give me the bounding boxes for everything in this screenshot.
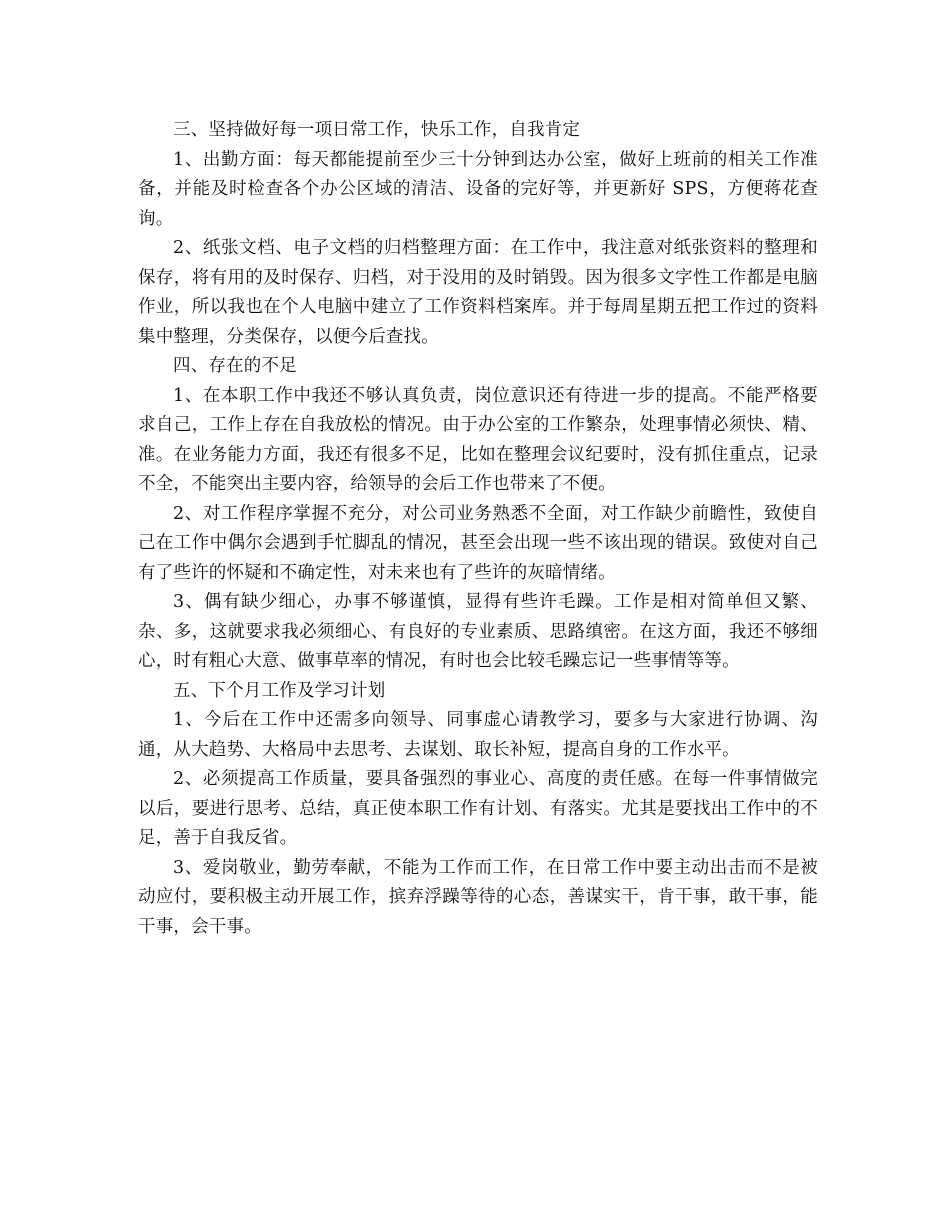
paragraph-plan-1: 1、今后在工作中还需多向领导、同事虚心请教学习，要多与大家进行协调、沟通，从大趋势、大格局中去思考、去谋划、取长补短，提高自身的工作水平。	[138, 710, 818, 760]
paragraph-plan-3: 3、爱岗敬业，勤劳奉献，不能为工作而工作，在日常工作中要主动出击而不是被动应付，要积极主动开展工作，摈弃浮躁等待的心态，善谋实干，肯干事，敢干事，能干事，会干事。	[138, 857, 818, 937]
document-body	[138, 116, 818, 942]
paragraph-shortcoming-3: 3、偶有缺少细心，办事不够谨慎，显得有些许毛躁。工作是相对简单但又繁、杂、多，这就要求我必须细心、有良好的专业素质、思路缜密。在这方面，我还不够细心，时有粗心大意、做事草率的情况，有时也会比较毛躁忘记一些事情等等。	[138, 592, 818, 671]
section-heading-4: 四、存在的不足	[173, 356, 297, 376]
paragraph-shortcoming-1: 1、在本职工作中我还不够认真负责，岗位意识还有待进一步的提高。不能严格要求自己，工作上存在自我放松的情况。由于办公室的工作繁杂，处理事情必须快、精、准。在业务能力方面，我还有很多不足，比如在整理会议纪要时，没有抓住重点，记录不全，不能突出主要内容，给领导的会后工作也带来了不便。	[138, 385, 818, 494]
section-heading-3: 三、坚持做好每一项日常工作，快乐工作，自我肯定	[173, 120, 581, 140]
paragraph-archiving: 2、纸张文档、电子文档的归档整理方面：在工作中，我注意对纸张资料的整理和保存，将有用的及时保存、归档，对于没用的及时销毁。因为很多文字性工作都是电脑作业，所以我也在个人电脑中建立了工作资料档案库。并于每周星期五把工作过的资料集中整理，分类保存，以便今后查找。	[138, 238, 818, 347]
section-heading-5: 五、下个月工作及学习计划	[173, 680, 386, 701]
paragraph-shortcoming-2: 2、对工作程序掌握不充分，对公司业务熟悉不全面，对工作缺少前瞻性，致使自己在工作中偶尔会遇到手忙脚乱的情况，甚至会出现一些不该出现的错误。致使对自己有了些许的怀疑和不确定性，对未来也有了些许的灰暗情绪。	[138, 503, 818, 583]
paragraph-plan-2: 2、必须提高工作质量，要具备强烈的事业心、高度的责任感。在每一件事情做完以后，要进行思考、总结，真正使本职工作有计划、有落实。尤其是要找出工作中的不足，善于自我反省。	[138, 769, 818, 848]
paragraph-attendance: 1、出勤方面：每天都能提前至少三十分钟到达办公室，做好上班前的相关工作准备，并能及时检查各个办公区域的清洁、设备的完好等，并更新好 SPS，方便蒋花查询。	[138, 149, 818, 229]
